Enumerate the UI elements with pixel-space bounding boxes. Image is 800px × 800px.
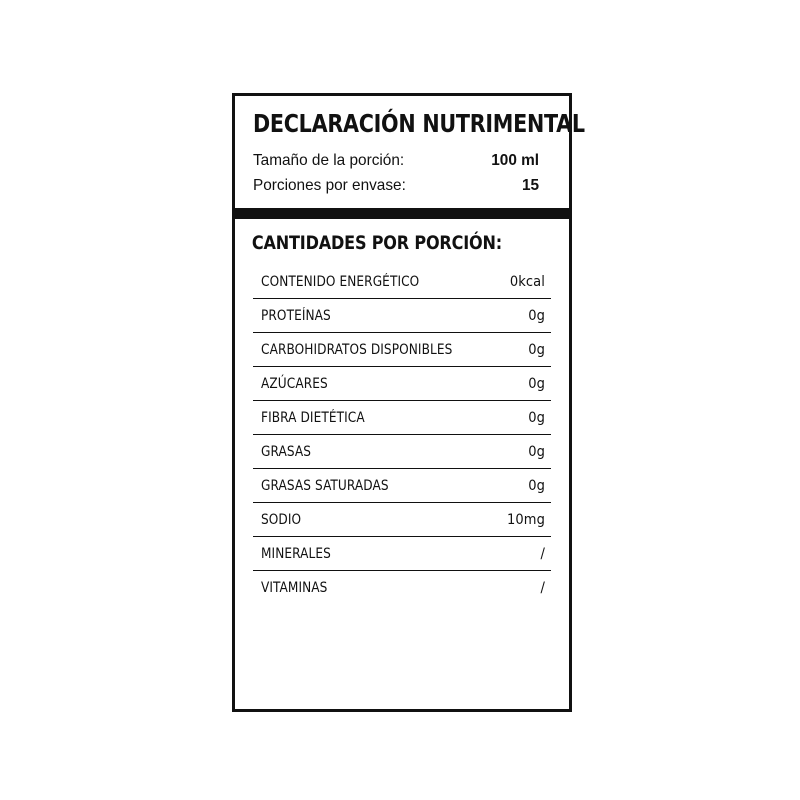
- nutrient-value: 0g: [528, 341, 545, 358]
- nutrient-value: /: [540, 579, 545, 596]
- servings-per-container-label: Porciones por envase:: [253, 176, 406, 194]
- nutrient-name: MINERALES: [261, 545, 331, 562]
- nutrient-value: 0g: [528, 375, 545, 392]
- nutrient-name: GRASAS SATURADAS: [261, 477, 389, 494]
- nutrient-table: [235, 265, 569, 709]
- table-row: [253, 502, 551, 536]
- serving-size-value: 100 ml: [491, 151, 540, 169]
- table-row: [253, 570, 551, 604]
- nutrient-name: SODIO: [261, 511, 302, 528]
- nutrient-value: 0kcal: [509, 273, 545, 290]
- thick-divider: [235, 208, 569, 219]
- nutrient-name: FIBRA DIETÉTICA: [261, 409, 365, 426]
- nutrient-name: PROTEÍNAS: [261, 307, 331, 324]
- nutrient-name: CARBOHIDRATOS DISPONIBLES: [261, 341, 453, 358]
- serving-size-row: [253, 148, 539, 173]
- table-row: [253, 468, 551, 502]
- servings-per-container-value: 15: [521, 176, 540, 194]
- table-row: [253, 400, 551, 434]
- nutrient-name: GRASAS: [261, 443, 312, 460]
- table-row: [253, 332, 551, 366]
- label-header: [235, 96, 585, 208]
- nutrient-value: 10mg: [507, 511, 545, 528]
- serving-size-label: Tamaño de la porción:: [253, 151, 405, 169]
- nutrient-value: /: [540, 545, 545, 562]
- nutrition-facts-panel: [232, 93, 585, 712]
- nutrient-name: AZÚCARES: [261, 375, 328, 392]
- nutrient-value: 0g: [528, 409, 545, 426]
- nutrient-name: CONTENIDO ENERGÉTICO: [261, 273, 420, 290]
- servings-per-container-row: [253, 173, 539, 198]
- table-row: [253, 298, 551, 332]
- nutrient-name: VITAMINAS: [261, 579, 328, 596]
- table-row: [253, 366, 551, 400]
- nutrient-value: 0g: [528, 307, 545, 324]
- page-title: DECLARACIÓN NUTRIMENTAL: [253, 109, 585, 138]
- nutrient-value: 0g: [528, 477, 545, 494]
- table-row: [253, 434, 551, 468]
- nutrient-value: 0g: [528, 443, 545, 460]
- table-row: [253, 265, 551, 298]
- table-row: [253, 536, 551, 570]
- amounts-per-serving-heading: CANTIDADES POR PORCIÓN:: [251, 231, 502, 254]
